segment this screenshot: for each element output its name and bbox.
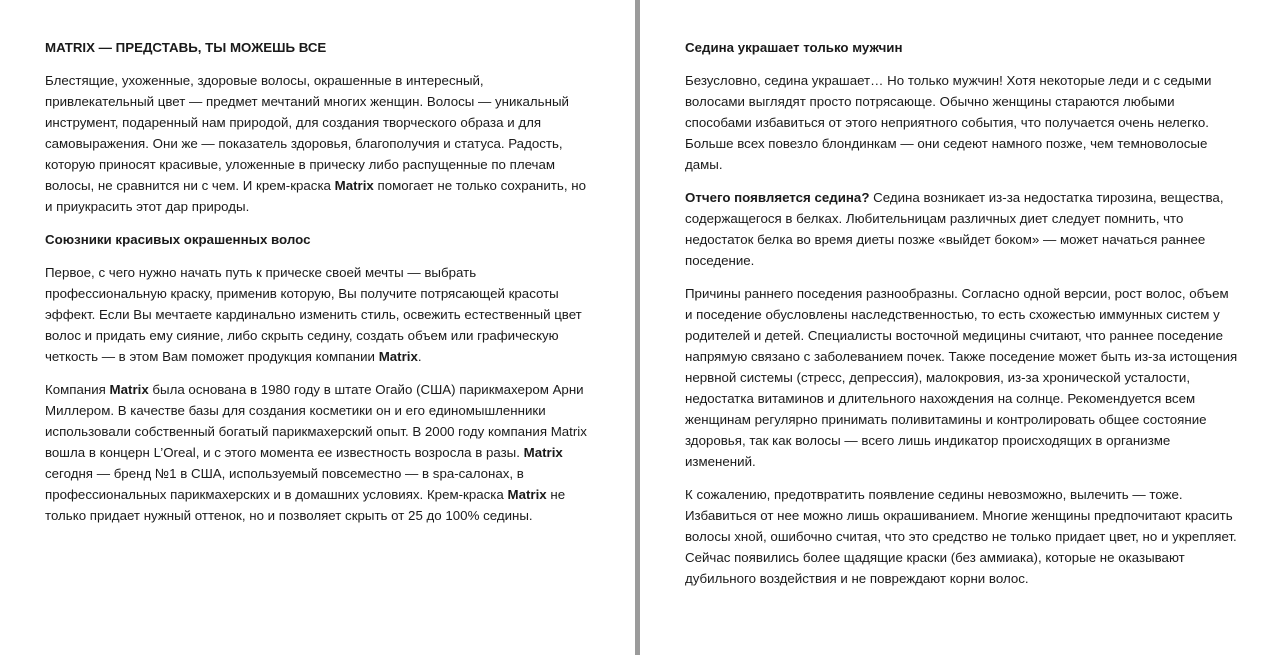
brand-name: Matrix (109, 382, 149, 397)
paragraph-allies (45, 262, 596, 367)
intro-tail: помогает не только сохранить, но и приукрасить этот дар природы. (45, 178, 586, 214)
intro-paragraph (45, 70, 596, 217)
company-text-a: Компания (45, 382, 110, 397)
section-heading: Седина украшает только мужчин (685, 40, 903, 55)
brand-name: Matrix (523, 445, 563, 460)
allies-tail: . (417, 349, 422, 364)
paragraph-prevention: К сожалению, предотвратить появление седины невозможно, вылечить — тоже. Избавиться от нее можно лишь окрашиванием. Многие женщины предпочитают красить волосы хной, ошибочно считая, что это средство не только придает цвет, но и укрепляет. Сейчас появились более щадящие краски (без аммиака), которые не оказывают дубильного воздействия и не повреждают корни волос. (685, 487, 1237, 586)
inline-question: Отчего появляется седина? (685, 190, 870, 205)
brand-name: Matrix (378, 349, 418, 364)
page-title: MATRIX — ПРЕДСТАВЬ, ТЫ МОЖЕШЬ ВСЕ (45, 40, 327, 55)
allies-text: Первое, с чего нужно начать путь к прическе своей мечты — выбрать профессиональную краску, применив которую, Вы получите потрясающей красоты эффект. Если Вы мечтаете кардинально изменить стиль, освежить естественный цвет волос и придать ему сияние, либо скрыть седину, создать объем или графическую четкость — в этом Вам поможет продукция компании (45, 265, 582, 364)
cause-text: Седина возникает из-за недостатка тирозина, вещества, содержащегося в белках. Любительницам различных диет следует помнить, что недостаток белка во время диеты позже «выйдет боком» — может начаться раннее поседение. (685, 190, 1224, 268)
company-text-e: не только придает нужный оттенок, но и позволяет скрыть от 25 до 100% седины. (45, 487, 566, 523)
section-heading: Союзники красивых окрашенных волос (45, 232, 311, 247)
right-page (641, 0, 1273, 655)
paragraph-company (45, 379, 596, 526)
company-text-d: сегодня — бренд №1 в США, используемый повсеместно — в spa-салонах, в профессиональных парикмахерских и в домашних условиях. Крем-краска (45, 466, 524, 502)
intro-text: Блестящие, ухоженные, здоровые волосы, окрашенные в интересный, привлекательный цвет — предмет мечтаний многих женщин. Волосы — уникальный инструмент, подаренный нам природой, для создания творческого образа и для самовыражения. Они же — показатель здоровья, благополучия и статуса. Радость, которую приносят красивые, уложенные в прическу либо распущенные по плечам волосы, не сравнится ни с чем. И крем-краска (45, 73, 569, 193)
page-divider (635, 0, 640, 655)
paragraph-cause (685, 187, 1239, 271)
paragraph-reasons: Причины раннего поседения разнообразны. Согласно одной версии, рост волос, объем и поседение обусловлены наследственностью, то есть схожестью иммунных систем у родителей и детей. Специалисты восточной медицины считают, что раннее поседение напрямую связано с заболеванием почек. Также поседение может быть из-за истощения нервной системы (стресс, депрессия), малокровия, из-за хронической усталости, недостатка витаминов и длительного нахождения на солнце. Рекомендуется всем женщинам регулярно принимать поливитамины и контролировать общее состояние здоровья, так как волосы — всего лишь индикатор происходящих в организме изменений. (685, 286, 1238, 469)
brand-name: Matrix (507, 487, 547, 502)
company-text-c: была основана в 1980 году в штате Огайо (США) парикмахером Арни Миллером. В качестве базы для создания косметики он и его единомышленники использовали собственный богатый парикмахерский опыт. В 2000 году компания Matrix вошла в концерн L’Oreal, и с этого момента ее известность возросла в разы. (45, 382, 587, 460)
paragraph-gray-hair: Безусловно, седина украшает… Но только мужчин! Хотя некоторые леди и с седыми волосами выглядят просто потрясающе. Обычно женщины стараются любыми способами избавиться от этого неприятного события, что получается очень нелегко. Больше всех повезло блондинкам — они седеют намного позже, чем темноволосые дамы. (685, 73, 1212, 172)
brand-name: Matrix (334, 178, 374, 193)
left-page (0, 0, 636, 655)
